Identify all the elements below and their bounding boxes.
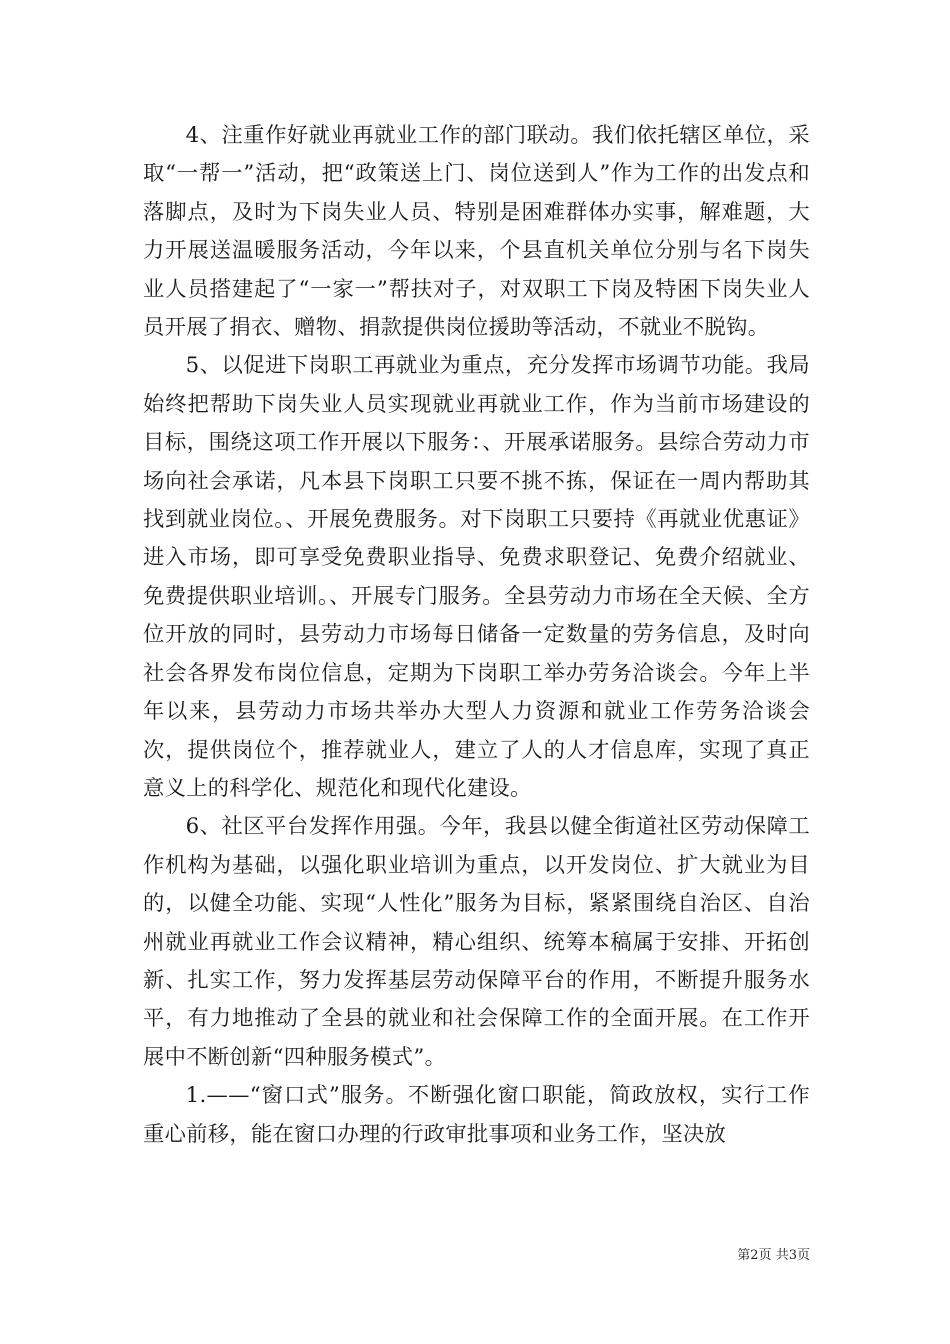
footer-total-pages: 3: [788, 1248, 797, 1263]
paragraph-5-market-regulation: 5、以促进下岗职工再就业为重点，充分发挥市场调节功能。我局始终把帮助下岗失业人员实现就业再就业工作，作为当前市场建设的目标，围绕这项工作开展以下服务：、开展承诺服务。县综合劳动力市场向社会承诺，凡本县下岗职工只要不挑不拣，保证在一周内帮助其找到就业岗位。、开展免费服务。对下岗职工只要持《再就业优惠证》进入市场，即可享受免费职业指导、免费求职登记、免费介绍就业、免费提供职业培训。、开展专门服务。全县劳动力市场在全天候、全方位开放的同时，县劳动力市场每日储备一定数量的劳务信息，及时向社会各界发布岗位信息，定期为下岗职工举办劳务洽谈会。今年上半年以来，县劳动力市场共举办大型人力资源和就业工作劳务洽谈会次，提供岗位个，推荐就业人，建立了人的人才信息库，实现了真正意义上的科学化、规范化和现代化建设。: [143, 353, 810, 801]
document-body: [143, 117, 810, 1154]
page-number-footer: [700, 1244, 810, 1263]
paragraph-6-community-platform: 6、社区平台发挥作用强。今年，我县以健全街道社区劳动保障工作机构为基础，以强化职业培训为重点，以开发岗位、扩大就业为目的，以健全功能、实现“人性化”服务为目标，紧紧围绕自治区、自治州就业再就业工作会议精神，精心组织、统筹本稿属于安排、开拓创新、扎实工作，努力发挥基层劳动保障平台的作用，不断提升服务水平，有力地推动了全县的就业和社会保障工作的全面开展。在工作开展中不断创新“四种服务模式”。: [143, 814, 810, 1070]
footer-prefix: 第: [737, 1248, 751, 1263]
footer-suffix: 页: [796, 1248, 810, 1263]
footer-middle: 页 共: [758, 1248, 789, 1263]
footer-current-page: 2: [750, 1248, 759, 1263]
paragraph-4-department-linkage: 4、注重作好就业再就业工作的部门联动。我们依托辖区单位，采取“一帮一”活动，把“政策送上门、岗位送到人”作为工作的出发点和落脚点，及时为下岗失业人员、特别是困难群体办实事，解难题，大力开展送温暖服务活动，今年以来，个县直机关单位分别与名下岗失业人员搭建起了“一家一”帮扶对子，对双职工下岗及特困下岗失业人员开展了捐衣、赠物、捐款提供岗位援助等活动，不就业不脱钩。: [143, 123, 810, 341]
paragraph-window-service: 1.——“窗口式”服务。不断强化窗口职能，简政放权，实行工作重心前移，能在窗口办理的行政审批事项和业务工作，坚决放: [143, 1083, 810, 1147]
